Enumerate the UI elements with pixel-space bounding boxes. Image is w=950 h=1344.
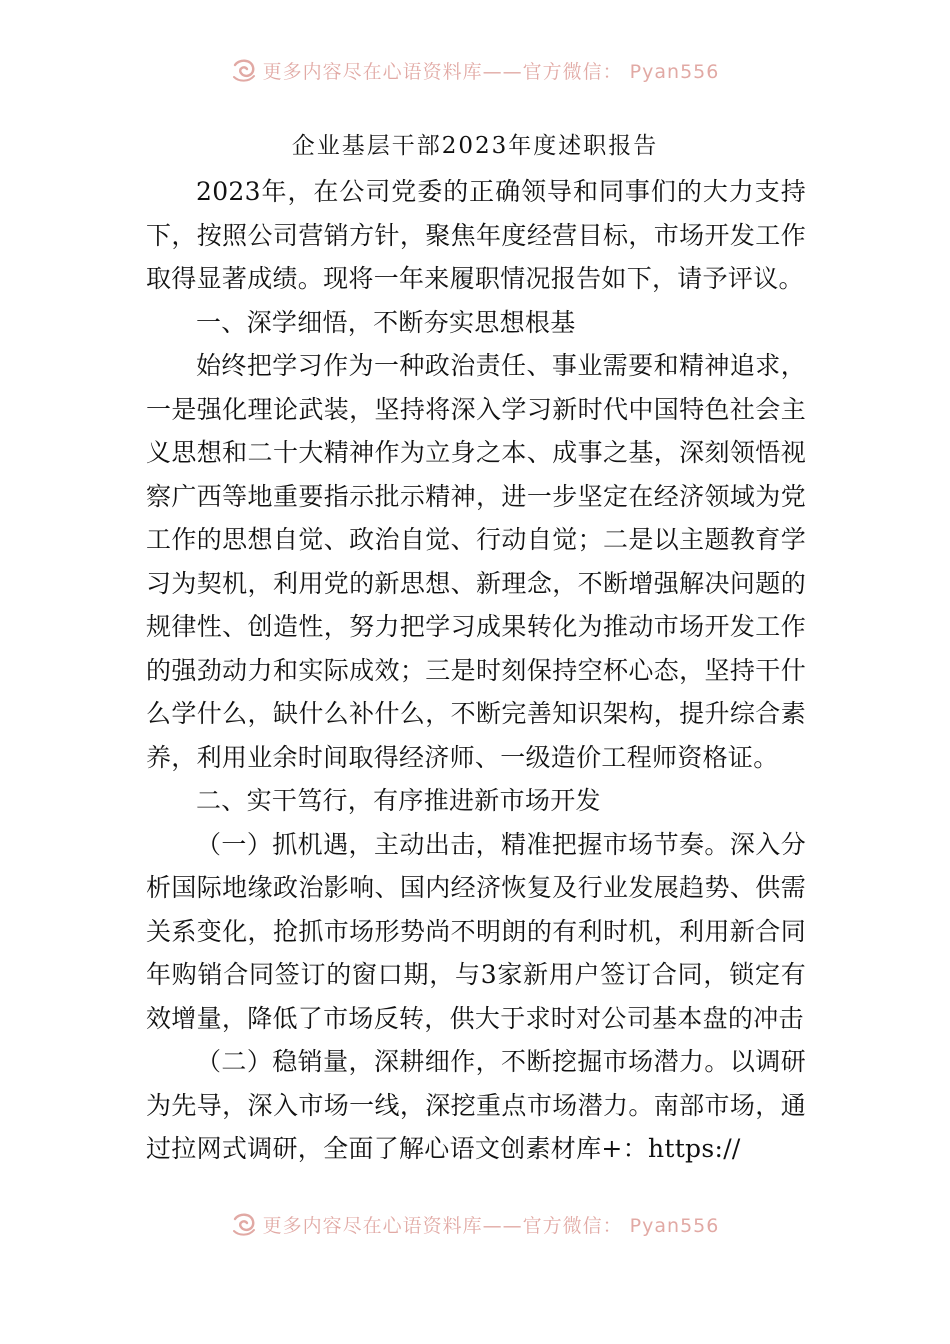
watermark-top: [0, 52, 950, 88]
paragraph-intro: 2023年，在公司党委的正确领导和同事们的大力支持下，按照公司营销方针，聚焦年度经营目标，市场开发工作取得显著成绩。现将一年来履职情况报告如下，请予评议。: [146, 177, 806, 293]
paragraph-opportunity: （一）抓机遇，主动出击，精准把握市场节奏。深入分析国际地缘政治影响、国内经济恢复及行业发展趋势、供需关系变化，抢抓市场形势尚不明朗的有利时机，利用新合同年购销合同签订的窗口期，与3家新用户签订合同，锁定有效增量，降低了市场反转，供大于求时对公司基本盘的冲击: [146, 829, 806, 1033]
watermark-bottom: [0, 1206, 950, 1242]
watermark-text: 更多内容尽在心语资料库——官方微信： Pyan556: [262, 1214, 720, 1237]
paragraph-sales: （二）稳销量，深耕细作，不断挖掘市场潜力。以调研为先导，深入市场一线，深挖重点市场潜力。南部市场，通过拉网式调研，全面了解心语文创素材库+：https://: [146, 1047, 806, 1163]
swirl-logo-icon: [231, 1211, 257, 1237]
paragraph-study: 始终把学习作为一种政治责任、事业需要和精神追求，一是强化理论武装，坚持将深入学习新时代中国特色社会主义思想和二十大精神作为立身之本、成事之基，深刻领悟视察广西等地重要指示批示精神，进一步坚定在经济领域为党工作的思想自觉、政治自觉、行动自觉；二是以主题教育学习为契机，利用党的新思想、新理念，不断增强解决问题的规律性、创造性，努力把学习成果转化为推动市场开发工作的强劲动力和实际成效；三是时刻保持空杯心态，坚持干什么学什么，缺什么补什么，不断完善知识架构，提升综合素养，利用业余时间取得经济师、一级造价工程师资格证。: [146, 351, 806, 772]
section-heading-2: 二、实干笃行，有序推进新市场开发: [196, 786, 601, 815]
document-body: [146, 170, 806, 1171]
watermark-text: 更多内容尽在心语资料库——官方微信： Pyan556: [262, 60, 720, 83]
swirl-logo-icon: [231, 57, 257, 83]
document-title: 企业基层干部2023年度述职报告: [291, 133, 659, 159]
section-heading-1: 一、深学细悟，不断夯实思想根基: [196, 307, 576, 337]
